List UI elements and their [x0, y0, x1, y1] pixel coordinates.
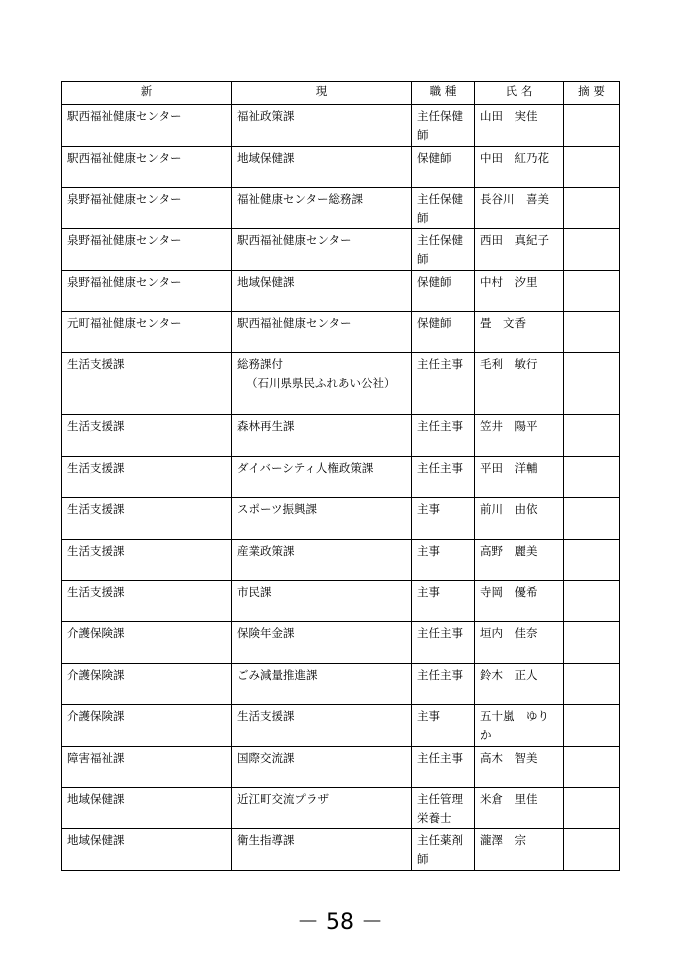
cell-name-text: 西田 真紀子: [480, 233, 549, 247]
cell-name: [475, 105, 564, 147]
cell-current-assignment-text: 福祉健康センター総務課: [237, 192, 364, 206]
cell-position: [412, 415, 475, 457]
cell-current-assignment: [232, 540, 412, 581]
cell-new-assignment-text: 泉野福祉健康センター: [67, 233, 182, 247]
cell-new-assignment: [62, 188, 232, 229]
cell-current-assignment: [232, 788, 412, 829]
cell-new-assignment: [62, 353, 232, 415]
cell-new-assignment: [62, 312, 232, 353]
cell-new-assignment: [62, 705, 232, 747]
cell-remarks: [564, 457, 620, 498]
cell-current-assignment: [232, 457, 412, 498]
cell-name: [475, 540, 564, 581]
cell-name: [475, 664, 564, 705]
cell-name: [475, 312, 564, 353]
cell-current-assignment-text: ダイバーシティ人権政策課: [237, 461, 374, 475]
cell-current-assignment: [232, 147, 412, 188]
cell-current-assignment: [232, 705, 412, 747]
cell-new-assignment-text: 元町福祉健康センター: [67, 316, 182, 330]
cell-new-assignment-text: 生活支援課: [67, 461, 125, 475]
table-row: [62, 188, 620, 229]
cell-position: [412, 581, 475, 622]
cell-current-assignment: [232, 581, 412, 622]
cell-position: [412, 147, 475, 188]
cell-new-assignment-text: 泉野福祉健康センター: [67, 192, 182, 206]
header-name: 氏 名: [475, 82, 564, 105]
cell-position: [412, 622, 475, 664]
cell-current-assignment-text: 衛生指導課: [237, 833, 295, 847]
table-row: [62, 312, 620, 353]
cell-new-assignment-text: 生活支援課: [67, 544, 125, 558]
cell-current-assignment-text: 近江町交流プラザ: [237, 792, 329, 806]
cell-remarks: [564, 188, 620, 229]
table-row: [62, 147, 620, 188]
table-row: [62, 498, 620, 540]
table-body: [62, 105, 620, 871]
cell-name-text: 鈴木 正人: [480, 668, 538, 682]
cell-new-assignment: [62, 622, 232, 664]
cell-name: [475, 788, 564, 829]
header-remarks: 摘 要: [564, 82, 620, 105]
table-row: [62, 705, 620, 747]
cell-position: [412, 747, 475, 788]
cell-current-assignment: [232, 498, 412, 540]
cell-name-text: 平田 洋輔: [480, 461, 538, 475]
cell-name: [475, 147, 564, 188]
table-row: [62, 788, 620, 829]
cell-position: [412, 664, 475, 705]
cell-new-assignment: [62, 829, 232, 871]
cell-new-assignment: [62, 105, 232, 147]
cell-remarks: [564, 271, 620, 312]
cell-new-assignment: [62, 788, 232, 829]
cell-new-assignment: [62, 271, 232, 312]
cell-new-assignment: [62, 415, 232, 457]
cell-position: [412, 498, 475, 540]
cell-name: [475, 229, 564, 271]
cell-position: [412, 353, 475, 415]
cell-name-text: 毛利 敏行: [480, 357, 538, 371]
cell-new-assignment: [62, 498, 232, 540]
cell-name-text: 中田 紅乃花: [480, 151, 549, 165]
cell-position: [412, 705, 475, 747]
cell-new-assignment-text: 駅西福祉健康センター: [67, 151, 182, 165]
personnel-table: [61, 81, 620, 871]
cell-position-text: 主任保健師: [417, 233, 463, 266]
cell-current-assignment: [232, 353, 412, 415]
cell-current-assignment: [232, 622, 412, 664]
cell-position-text: 主任管理栄養士: [417, 792, 463, 825]
cell-new-assignment: [62, 540, 232, 581]
cell-position: [412, 829, 475, 871]
cell-remarks: [564, 581, 620, 622]
cell-position-text: 保健師: [417, 275, 452, 289]
cell-position: [412, 540, 475, 581]
cell-remarks: [564, 540, 620, 581]
cell-new-assignment-text: 生活支援課: [67, 585, 125, 599]
table-row: [62, 664, 620, 705]
table-row: [62, 581, 620, 622]
cell-position: [412, 271, 475, 312]
cell-position: [412, 457, 475, 498]
cell-name: [475, 705, 564, 747]
cell-name-text: 五十嵐 ゆりか: [480, 709, 549, 742]
cell-current-assignment: [232, 229, 412, 271]
cell-current-assignment-text: 産業政策課: [237, 544, 295, 558]
cell-position-text: 保健師: [417, 151, 452, 165]
cell-position-text: 主任主事: [417, 626, 463, 640]
cell-current-assignment-text: 地域保健課: [237, 151, 295, 165]
cell-name-text: 畳 文香: [480, 316, 526, 330]
cell-current-assignment-text: 駅西福祉健康センター: [237, 316, 352, 330]
cell-position: [412, 105, 475, 147]
cell-name-text: 中村 汐里: [480, 275, 538, 289]
cell-position: [412, 188, 475, 229]
cell-name: [475, 415, 564, 457]
cell-current-assignment-text: スポーツ振興課: [237, 502, 318, 516]
cell-position-text: 主任主事: [417, 668, 463, 682]
cell-new-assignment-text: 地域保健課: [67, 792, 125, 806]
cell-current-assignment: [232, 105, 412, 147]
cell-name: [475, 188, 564, 229]
cell-current-assignment: [232, 415, 412, 457]
cell-position-text: 主任薬剤師: [417, 833, 463, 866]
cell-position-text: 主任主事: [417, 419, 463, 433]
cell-name-text: 瀧澤 宗: [480, 833, 526, 847]
cell-current-assignment-text: 地域保健課: [237, 275, 295, 289]
cell-position-text: 主事: [417, 544, 440, 558]
page-number: － 58 －: [297, 910, 383, 935]
cell-position-text: 主事: [417, 502, 440, 516]
cell-new-assignment: [62, 229, 232, 271]
cell-position-text: 主任主事: [417, 461, 463, 475]
table-row: [62, 271, 620, 312]
cell-name: [475, 829, 564, 871]
cell-name-text: 山田 実佳: [480, 109, 538, 123]
table-row: [62, 457, 620, 498]
cell-name: [475, 581, 564, 622]
cell-position: [412, 312, 475, 353]
cell-current-assignment: [232, 271, 412, 312]
cell-new-assignment-text: 介護保険課: [67, 709, 125, 723]
cell-new-assignment-text: 介護保険課: [67, 626, 125, 640]
cell-position-text: 保健師: [417, 316, 452, 330]
cell-new-assignment-text: 生活支援課: [67, 419, 125, 433]
cell-name: [475, 353, 564, 415]
cell-current-assignment-text: 駅西福祉健康センター: [237, 233, 352, 247]
cell-remarks: [564, 353, 620, 415]
cell-remarks: [564, 147, 620, 188]
cell-current-assignment-text: 市民課: [237, 585, 272, 599]
cell-new-assignment-text: 介護保険課: [67, 668, 125, 682]
cell-name-text: 前川 由依: [480, 502, 538, 516]
cell-position-text: 主任保健師: [417, 109, 463, 142]
cell-name-text: 米倉 里佳: [480, 792, 538, 806]
cell-position-text: 主任保健師: [417, 192, 463, 225]
cell-new-assignment: [62, 457, 232, 498]
cell-position-text: 主任主事: [417, 357, 463, 371]
table-row: [62, 415, 620, 457]
cell-current-assignment: [232, 312, 412, 353]
cell-current-assignment-text: 保険年金課: [237, 626, 295, 640]
cell-remarks: [564, 747, 620, 788]
cell-new-assignment-text: 生活支援課: [67, 502, 125, 516]
cell-position: [412, 229, 475, 271]
cell-current-assignment: [232, 829, 412, 871]
cell-new-assignment-text: 泉野福祉健康センター: [67, 275, 182, 289]
header-position: 職 種: [412, 82, 475, 105]
header-current: 現: [232, 82, 412, 105]
cell-name-text: 垣内 佳奈: [480, 626, 538, 640]
cell-current-assignment: [232, 747, 412, 788]
header-new: 新: [62, 82, 232, 105]
cell-current-assignment: [232, 188, 412, 229]
cell-remarks: [564, 829, 620, 871]
cell-new-assignment: [62, 747, 232, 788]
cell-name-text: 高木 智美: [480, 751, 538, 765]
cell-new-assignment: [62, 147, 232, 188]
cell-current-assignment-text: 森林再生課: [237, 419, 295, 433]
cell-remarks: [564, 312, 620, 353]
cell-current-assignment-text: ごみ減量推進課: [237, 668, 318, 682]
cell-new-assignment: [62, 664, 232, 705]
cell-remarks: [564, 705, 620, 747]
cell-current-assignment-text: 国際交流課: [237, 751, 295, 765]
cell-name: [475, 747, 564, 788]
cell-current-assignment-text: 福祉政策課: [237, 109, 295, 123]
table-row: [62, 829, 620, 871]
cell-remarks: [564, 229, 620, 271]
cell-new-assignment: [62, 581, 232, 622]
cell-name-text: 高野 麗美: [480, 544, 538, 558]
cell-position-text: 主事: [417, 585, 440, 599]
table-row: [62, 353, 620, 415]
cell-remarks: [564, 788, 620, 829]
cell-new-assignment-text: 駅西福祉健康センター: [67, 109, 182, 123]
cell-name: [475, 457, 564, 498]
cell-remarks: [564, 664, 620, 705]
table-header-row: [62, 82, 620, 105]
table-row: [62, 622, 620, 664]
table-row: [62, 747, 620, 788]
cell-current-assignment-text: 総務課付: [237, 357, 283, 371]
cell-new-assignment-text: 生活支援課: [67, 357, 125, 371]
cell-remarks: [564, 622, 620, 664]
cell-remarks: [564, 105, 620, 147]
cell-current-sub-text: （石川県県民ふれあい公社）: [246, 376, 396, 390]
cell-position: [412, 788, 475, 829]
cell-name-text: 寺岡 優希: [480, 585, 538, 599]
table-row: [62, 105, 620, 147]
cell-name-text: 笠井 陽平: [480, 419, 538, 433]
cell-name-text: 長谷川 喜美: [480, 192, 549, 206]
cell-position-text: 主任主事: [417, 751, 463, 765]
cell-position-text: 主事: [417, 709, 440, 723]
cell-name: [475, 622, 564, 664]
cell-remarks: [564, 415, 620, 457]
cell-new-assignment-text: 障害福祉課: [67, 751, 125, 765]
table-row: [62, 229, 620, 271]
cell-current-assignment-text: 生活支援課: [237, 709, 295, 723]
table-row: [62, 540, 620, 581]
cell-current-assignment: [232, 664, 412, 705]
cell-name: [475, 271, 564, 312]
cell-new-assignment-text: 地域保健課: [67, 833, 125, 847]
cell-remarks: [564, 498, 620, 540]
cell-name: [475, 498, 564, 540]
